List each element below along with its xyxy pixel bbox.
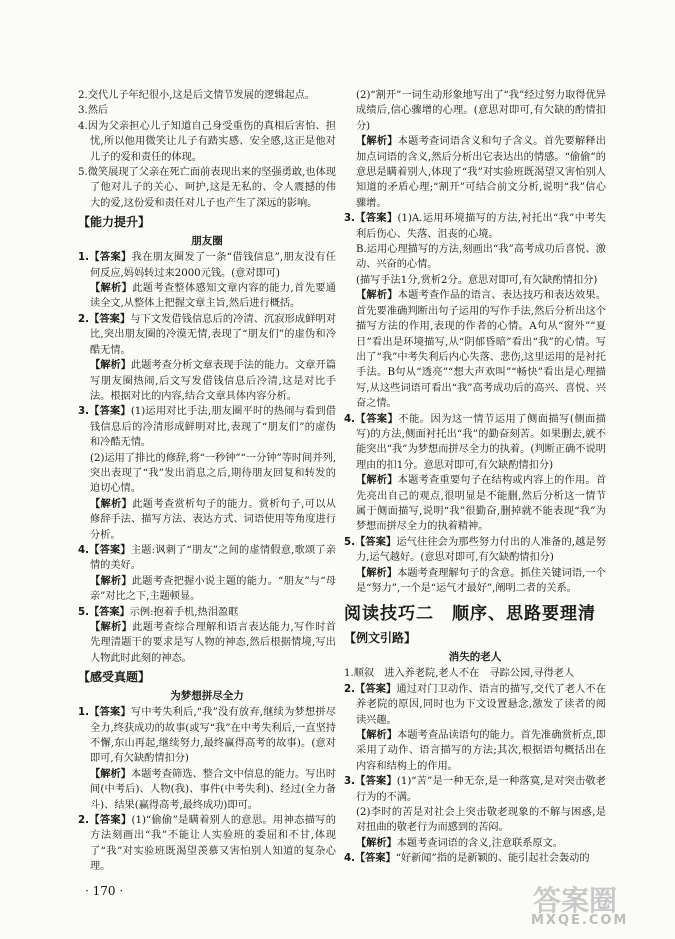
answer-3: 3.【答案】(1)运用对比手法,朋友圈平时的热闹与看到借钱信息后的冷清形成鲜明对比,表现了“朋友们”的虚伪和冷酷无情。 [78, 406, 336, 449]
answer-5: 5.【答案】示例:抱着手机,热泪盈眶 [78, 606, 239, 618]
example-answer-4: 4.【答案】“好新闻”指的是新颖的、能引起社会轰动的 [344, 853, 590, 865]
explanation-3: 【解析】此题考查赏析句子的能力。赏析句子,可以从修辞手法、描写方法、表达方式、词语使用等角度进行分析。 [90, 498, 336, 541]
exam-explanation-1: 【解析】本题考查筛选、整合文中信息的能力。写出时间(中考后)、人物(我)、事件(中考失利)、经过(全力备斗)、结果(赢得高考,最终成功)即可。 [90, 768, 337, 811]
example-explanation-2: 【解析】本题考查品读语句的能力。首先准确赏析点,即采用了动作、语言描写的方法;其次,根据语句概括出在内容和结构上的作用。 [356, 730, 606, 772]
answer-item-5: 5.微笑展现了父亲在死亡面前表现出来的坚强勇敢,也体现了他对儿子的关心、呵护,这是无私的、令人震撼的伟大的爱,这份爱和责任对儿子也产生了深远的影响。 [78, 167, 336, 209]
exam-explanation-2: 【解析】本题考查词语含义和句子含义。首先要解释出加点词语的含义,然后分析出它表达出的情感。“偷偷”的意思是瞒着别人,体现了“我”对实验班既渴望又害怕别人知道的矛盾心理;“割开”可结合前文分析,说明“我”信心骤增。 [356, 136, 607, 209]
section-heading-example: 【例文引路】 [344, 631, 417, 646]
chapter-title: 阅读技巧二 顺序、思路要理清 [344, 604, 596, 625]
exam-answer-5: 5.【答案】运气往往会为那些努力付出的人准备的,越是努力,运气越好。(意思对即可,有欠缺酌情扣分) [344, 536, 606, 564]
exam-answer-2: 2.【答案】(1)“偷偷”是瞒着别人的意思。用神态描写的方法刻画出“我”不能让人实验班的委屈和不甘,体现了“我”对实验班既渴望羡慕又害怕别人知道的复杂心理。 [78, 815, 336, 873]
answer-1: 1.【答案】我在朋友圈发了一条“借钱信息”,朋友没有任何反应,妈妈转过来2000元钱。(意对即可) [78, 252, 336, 279]
article-title-missing-elder: 消失的老人 [448, 651, 502, 664]
answer-2: 2.【答案】与下文发借钱信息后的冷清、沉寂形成鲜明对比,突出朋友圈的冷漠无情,表现了“朋友们”的虚伪和冷酷无情。 [78, 313, 337, 356]
answer-item-2: 2.交代儿子年纪很小,这是后文情节发展的逻辑起点。 [78, 90, 316, 101]
example-answer-1: 1.顺叙 进入养老院,老人不在 寻踪公园,寻得老人 [344, 668, 575, 680]
watermark-text: 答案圈 [533, 884, 618, 917]
example-explanation-3: 【解析】本题考查词语的含义,注意联系原文。 [356, 837, 563, 849]
example-answer-2: 2.【答案】通过对门卫动作、语言的描写,交代了老人不在养老院的原因,同时也为下文设置悬念,激发了读者的阅读兴趣。 [344, 683, 606, 726]
exam-explanation-5: 【解析】本题考查理解句子的含意。抓住关键词语,一个是“努力”,一个是“运气才最好”,阐明二者的关系。 [356, 567, 606, 594]
example-answer-3-part-2: (2)李时的苦是对社会上突击敬老现象的不解与困惑,是对扭曲的敬老行为而感到的苦闷。 [356, 807, 606, 834]
example-answer-3: 3.【答案】(1)“苦”是一种无奈,是一种落寞,是对突击敬老行为的不满。 [344, 776, 606, 803]
exam-explanation-3: 【解析】本题考查作品的语言、表达技巧和表达效果。首先要准确判断出句子运用的写作手法,然后分析出这个描写方法的作用,表现的作者的心情。A句从“窗外”“夏日”看出是环境描写,从“阴郁昏暗”看出“我”的心情。写出了“我”中考失利后内心失落、悲伤,这里运用的是衬托手法。B句从“透亮”“想大声欢叫”“畅快”看出是心理描写,从这些词语可看出“我”高考成功后的高兴、喜悦、兴奋之情。 [356, 290, 607, 410]
exam-answer-3: 3.【答案】(1)A.运用环境描写的方法,衬托出“我”中考失利后伤心、失落、沮丧的心境。 [344, 213, 606, 240]
answer-3-part-2: (2)运用了排比的修辞,将“一秒钟”“一分钟”等时间并列,突出表现了“我”发出消息之后,期待朋友回复和转发的迫切心情。 [90, 452, 336, 495]
watermark-url: MXQE.COM [531, 913, 629, 928]
exam-explanation-4: 【解析】本题考查重要句子在结构或内容上的作用。首先亮出自己的观点,很明显是不能删,然后分析这一情节属于侧面描写,说明“我”很勤奋,删掉就不能表现“我”为梦想而拼尽全力的执着精神。 [356, 475, 607, 533]
article-title-friends-circle: 朋友圈 [191, 235, 223, 248]
exam-answer-1: 1.【答案】写中考失利后,“我”没有放弃,继续为梦想拼尽全力,终获成功的故事(或写“我”在中考失利后,一直坚持不懈,东山再起,继续努力,最终赢得高考的故事)。(意对即可,有欠缺酌情扣分) [78, 707, 336, 765]
exam-answer-2-part-2: (2)“割开”一词生动形象地写出了“我”经过努力取得优异成绩后,信心骤增的心理。(意思对即可,有欠缺的酌情扣分) [356, 90, 606, 132]
article-title-dream: 为梦想拼尽全力 [170, 690, 244, 703]
explanation-1: 【解析】此题考查整体感知文章内容的能力,首先要通读全文,从整体上把握文章主旨,然后进行概括。 [90, 283, 336, 310]
exam-answer-4: 4.【答案】不能。因为这一情节运用了侧面描写(侧面描写)的方法,侧面衬托出“我”的勤奋刻苦。如果删去,就不能突出“我”为梦想而拼尽全力的执着。(判断正确不说明理由的扣1分。意思对即可,有欠缺酌情扣分) [344, 413, 606, 471]
explanation-4: 【解析】此题考查把握小说主题的能力。“朋友”与“母亲”对比之下,主题顿显。 [90, 575, 337, 603]
section-heading-ability: 【能力提升】 [78, 215, 151, 230]
explanation-5: 【解析】此题考查综合理解和语言表达能力,写作时首先理清题干的要求是写人物的神态,然后根据情境,写出人物此时此刻的神态。 [90, 622, 336, 664]
left-column [78, 88, 336, 875]
explanation-2: 【解析】此题考查分析文章表现手法的能力。文章开篇写朋友圈热闹,后文写发借钱信息后冷清,这是对比手法。根据对比的内容,结合文章具体内容分析。 [90, 360, 337, 402]
answer-item-3: 3.然后 [78, 105, 109, 117]
answer-item-4: 4.因为父亲担心儿子知道自己身受重伤的真相后害怕、担忧,所以他用微笑让儿子有踏实感、安全感,这正是他对儿子的爱和责任的体现。 [78, 120, 336, 163]
exam-answer-3-part-b: B.运用心理描写的方法,刻画出“我”高考成功后喜悦、激动、兴奋的心情。 [356, 244, 606, 271]
watermark-logo [523, 879, 653, 931]
page-number: · 170 · [85, 884, 124, 898]
right-column [344, 88, 606, 867]
section-heading-real-exam: 【感受真题】 [78, 670, 151, 685]
answer-4: 4.【答案】主题:讽刺了“朋友”之间的虚情假意,歌颂了亲情的美好。 [78, 544, 336, 572]
exam-answer-3-scoring: (描写手法1分,赏析2分。意思对即可,有欠缺酌情扣分) [356, 274, 598, 286]
